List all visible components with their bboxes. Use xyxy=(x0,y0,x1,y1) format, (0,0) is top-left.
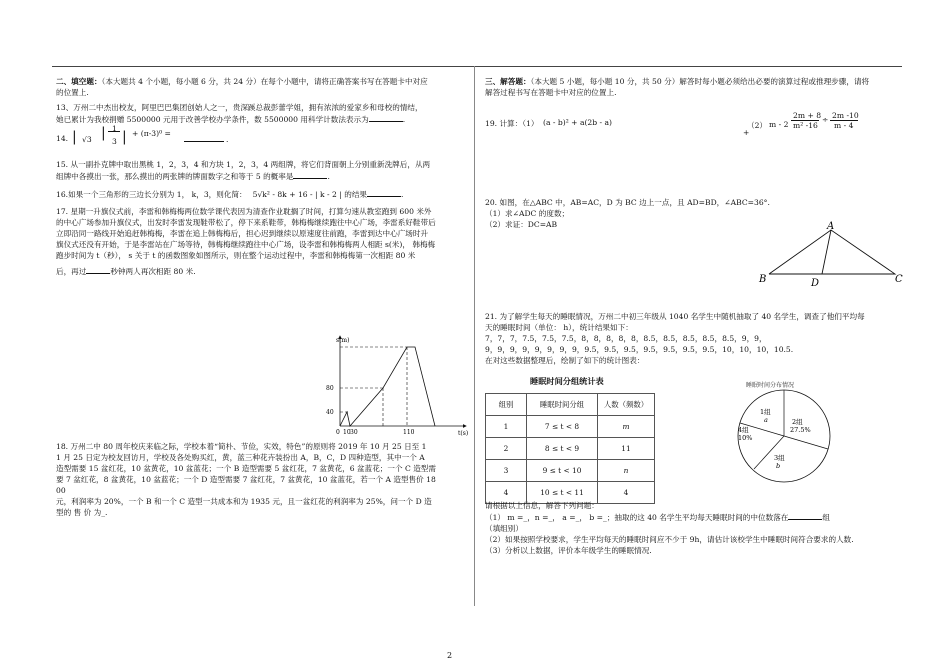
q19-frac1-top: 2m + 8 xyxy=(793,111,822,120)
top-rule xyxy=(52,66,902,67)
sleep-table-title: 睡眠时间分组统计表 xyxy=(530,376,604,386)
q21-line3: 在对这些数据整理后，绘制了如下的统计图表： xyxy=(485,356,645,365)
pie-label-g2: 2组 xyxy=(792,418,803,426)
pie-label-g1: 1组 xyxy=(760,408,771,416)
q17-line2: 的中心广场参加升旗仪式，出发时李雷发现鞋带松了，停下来系鞋带，韩梅梅继续跑往中心广场，李雷系好鞋带后 xyxy=(56,218,436,227)
q19-divide-sign: ÷ xyxy=(822,115,829,124)
q19-expr2-left: m - 2 xyxy=(769,120,789,129)
q21-line2: 天的睡眠时间（单位： h），统计结果如下： xyxy=(485,323,633,332)
q17-line6b: 秒钟两人再次相距 80 米. xyxy=(110,267,196,276)
q18 xyxy=(56,441,470,518)
solve-section-desc: （本大题 5 小题，每小题 10 分，共 50 分）解答时每小题必须给出必要的演算过程或推理步骤，请将 xyxy=(530,77,870,86)
q18-line2: 1 月 25 日定为校友回访月，学校及各处购买红，黄，蓝三种花卉装扮出 A，B，C，D 四种造型，其中一个 A xyxy=(56,453,425,462)
q21-data-line2: 9，9，9，9，9，9，9，9，9.5，9.5，9.5，9.5，9.5，9.5，9.5，10，10，10，10.5. xyxy=(485,345,794,354)
q17-line6: 后，再过 xyxy=(56,267,87,276)
pie-title: 睡眠时间分布情况 xyxy=(746,382,795,389)
q20-line2: （1）求∠ADC 的度数； xyxy=(485,209,570,218)
q14-frac-line xyxy=(108,131,120,132)
graph-x-tick-110: 110 xyxy=(403,429,415,436)
q13-line2: 她已累计为我校捐赠 5500000 元用于改善学校办学条件，数 5500000 用科学计数法表示为 xyxy=(56,115,369,124)
q14-number: 14. xyxy=(56,134,69,143)
graph-x-tick-0: 0 xyxy=(336,429,340,436)
table-cell: 9 ≤ t < 10 xyxy=(527,460,598,482)
solve-section-desc-2: 解答过程书写在答题卡中对应的位置上. xyxy=(485,88,617,97)
q21-questions xyxy=(485,500,903,556)
q18-line7: 型的 售 价 为_. xyxy=(56,508,108,517)
q21-part2: （2）如果按照学校要求，学生平均每天的睡眠时间应不少于 9h，请估计该校学生中睡眠时间符合要求的人数. xyxy=(485,535,854,544)
q17-line3: 立即沿同一路线开始追赶韩梅梅，李雷在追上韩梅梅后，担心迟到继续以原速度往前跑，李雷到达中心广场时升 xyxy=(56,229,429,238)
q18-line1: 18. 万州二中 80 周年校庆来临之际，学校本着“简朴、节俭，实效，特色”的原则将 2019 年 10 月 25 日至 1 xyxy=(56,442,427,451)
q14-abs-bar-mid: | xyxy=(101,125,106,141)
table-header-row xyxy=(486,394,655,416)
q17-line5: 跑步时间为 t（秒）， s 关于 t 的函数图象如图所示，则在整个运动过程中，李雷和韩梅梅第一次相距 80 米 xyxy=(56,251,416,260)
table-cell: 3 xyxy=(486,460,527,482)
q19 xyxy=(485,110,903,146)
table-cell: 8 ≤ t < 9 xyxy=(527,438,598,460)
q17-line1: 17. 星期一升旗仪式前，李雷和韩梅梅两位数学课代表因为清查作业耽搁了时间，打算匀速从教室跑到 600 米外 xyxy=(56,207,432,216)
table-cell: 4 xyxy=(598,482,655,504)
fill-blank-section-desc-2: 的位置上. xyxy=(56,88,89,97)
right-column xyxy=(485,72,903,98)
table-row xyxy=(486,438,655,460)
q13-answer-blank xyxy=(369,113,403,122)
q21-answer-blank xyxy=(788,511,822,520)
q21-data-line1: 7，7，7，7.5，7.5，7.5，8，8，8，8，8，8.5，8.5，8.5，8.5，8.5，9，9， xyxy=(485,334,767,343)
pie-label-g3: 3组 xyxy=(774,454,785,462)
table-cell: 4 xyxy=(486,482,527,504)
page-number: 2 xyxy=(447,651,453,660)
q21-line1: 21. 为了解学生每天的睡眠情况，万州二中初三年级从 1040 名学生中随机抽取了 40 名学生，调查了他们平均每 xyxy=(485,312,865,321)
q14-frac-bot: 3 xyxy=(112,137,117,146)
pie-value-g1: a xyxy=(764,416,768,424)
graph-x-tick-10: 10 xyxy=(343,429,351,436)
pie-label-g4: 4组 xyxy=(738,426,749,434)
table-cell: m xyxy=(598,416,655,438)
table-header-cell: 人数（频数） xyxy=(598,394,655,416)
table-cell: 10 ≤ t < 11 xyxy=(527,482,598,504)
segment-ad xyxy=(822,230,831,274)
q17-line4: 旗仪式还没有开始，于是李雷站在广场等待，韩梅梅继续跑往中心广场，设李雷和韩梅梅两人相距 s(米)， 韩梅梅 xyxy=(56,240,436,249)
q18-line3: 造型需要 15 盆红花，10 盆黄花，10 盆蓝花；一个 B 造型需要 5 盆红花，7 盆黄花，6 盆蓝花；一个 C 造型需 xyxy=(56,464,436,473)
q14-answer-blank xyxy=(184,133,224,142)
q14-period: . xyxy=(226,135,229,144)
q18-line4: 要 7 盆红花，8 盆黄花，10 盆蓝花；一个 D 造型需要 7 盆红花，7 盆黄花，10 盆蓝花，若一个 A 造型售价 18 xyxy=(56,475,436,484)
q20-line3: （2）求证：DC=AB xyxy=(485,220,558,229)
table-header-cell: 睡眠时间分组 xyxy=(527,394,598,416)
q15-answer-blank xyxy=(293,170,327,179)
q16-text: 16.如果一个三角形的三边长分别为 1， k，3，则化简： xyxy=(56,190,247,199)
fill-blank-section-desc: （本大题共 4 个小题，每小题 6 分，共 24 分）在每个小题中，请将正确答案书写在答题卡中对应 xyxy=(101,77,428,86)
pie-value-g4: 10% xyxy=(738,434,753,442)
table-cell: 2 xyxy=(486,438,527,460)
q14-root: √3 xyxy=(82,135,92,144)
q14 xyxy=(56,125,470,151)
table-row xyxy=(486,416,655,438)
q19-part2: （2） xyxy=(747,121,768,130)
q14-abs-bar-left: | xyxy=(72,129,77,145)
graph-x-label: t(s) xyxy=(458,430,469,437)
table-cell: 11 xyxy=(598,438,655,460)
table-row xyxy=(486,460,655,482)
q19-label: 19. 计算：（1） xyxy=(485,119,539,128)
triangle-abc xyxy=(769,230,895,274)
q17-distance-time-graph xyxy=(320,328,470,440)
q21-part1: （1） m =_，n =_， a =_， b =_；抽取的这 40 名学生平均每天睡眠时间的中位数落在 xyxy=(485,513,789,522)
q18-line6: 元，利润率为 20%，一个 B 和一个 C 造型一共成本和为 1935 元，且一盆红花的利润率为 25%，问一个 D 造 xyxy=(56,497,432,506)
vertex-b-label: B xyxy=(759,274,767,285)
q18-line5: 00 xyxy=(56,486,66,495)
q20-triangle-figure xyxy=(755,218,905,292)
graph-y-tick-80: 80 xyxy=(326,385,334,392)
q14-abs-bar-right: | xyxy=(122,129,127,145)
pie-value-g2: 27.5% xyxy=(790,426,811,434)
table-cell: n xyxy=(598,460,655,482)
q21-part3: （3）分析以上数据，评价本年级学生的睡眠情况. xyxy=(485,546,652,555)
q19-expr1: (a - b)² + a(2b - a) xyxy=(543,118,613,127)
q14-expr: + (π-3)⁰ = xyxy=(132,129,171,138)
left-column: 二、填空题：（本大题共 4 个小题，每小题 6 分，共 24 分）在每个小题中，请将正确答案书写在答题卡中对应 的位置上. 13、万州二中杰出校友，阿里巴巴集团创始人之一，贵深蹊总裁彭蕾学姐，拥有浓浓的爱家乡和母校的情结， 她已累计为我校捐赠 5500000 元用于改善学校办学条件，数 5500000 用科学计数法表示为 . 14. | √3 | 1 3 | + (π-3)⁰ = . 15. 从一副扑克牌中取出黑桃 1，2，3，4 和方块 1，2，3，4 两组牌，将它们背面朝上分别重新洗牌后，从两 组牌中各摸出一张，那么摸出的两张牌的牌面数字之和等于 5 的概率是 . 16.如果一个三角形的三边长分别为 1， k，3，则化简： 5√k² - 8k + 16 - | k - 2 | 的结果 . 17. 星期一升旗仪式前，李雷和韩梅梅两位数学课代表因为清查作业耽搁了时间，打算匀速从教室跑到 600 米外 的中心广场参加升旗仪式，出发时李雷发现鞋带松了，停下来系鞋带，韩梅梅继续跑往中心广场，李雷系好鞋带后 立即沿同一路线开始追赶韩梅梅，李雷在追上韩梅梅后，担心迟到继续以原速度往前跑，李雷到达中心广场时升 旗仪式还没有开始，于是李雷站在广场等待，韩梅梅继续跑往中心广场，设李雷和韩梅梅两人相距 s(米)， 韩梅梅 跑步时间为 t（秒）， s 关于 t 的函数图象如图所示，则在整个运动过程中，李雷和韩梅梅第一次相距 80 米 后，再过 秒钟两人再次相距 80 米. xyxy=(56,72,470,277)
q19-frac2-bot: m - 4 xyxy=(834,121,854,130)
q21-part1-suffix: 组 xyxy=(822,513,830,522)
sleep-pie-chart xyxy=(724,378,854,490)
q19-plus-mark: + xyxy=(743,128,750,137)
q15-line2: 组牌中各摸出一张，那么摸出的两张牌的牌面数字之和等于 5 的概率是 xyxy=(56,172,294,181)
pie-value-g3: b xyxy=(776,462,781,470)
graph-x-tick-30: 30 xyxy=(350,429,358,436)
fill-blank-section-title: 二、填空题： xyxy=(56,77,102,86)
sleep-group-table xyxy=(485,393,655,504)
q15-line1: 15. 从一副扑克牌中取出黑桃 1，2，3，4 和方块 1，2，3，4 两组牌，将它们背面朝上分别重新洗牌后，从两 xyxy=(56,160,431,169)
q21 xyxy=(485,311,903,366)
q17-answer-blank xyxy=(86,265,110,274)
q21-instructions: 请根据以上信息，解答下列问题： xyxy=(485,501,599,510)
q16-text-b: 的结果 xyxy=(344,190,368,199)
vertex-a-label: A xyxy=(827,221,835,232)
vertex-d-label: D xyxy=(811,278,820,289)
table-header-cell: 组别 xyxy=(486,394,527,416)
solve-section-title: 三、解答题： xyxy=(485,77,531,86)
q19-frac2-top: 2m -10 xyxy=(832,111,859,120)
q13-line1: 13、万州二中杰出校友，阿里巴巴集团创始人之一，贵深蹊总裁彭蕾学姐，拥有浓浓的爱家乡和母校的情结， xyxy=(56,103,423,112)
vertex-c-label: C xyxy=(895,274,903,285)
graph-y-tick-40: 40 xyxy=(326,409,334,416)
graph-curve xyxy=(340,347,435,426)
q20-line1: 20. 如图，在△ABC 中，AB=AC，D 为 BC 边上一点，且 AD=BD，∠ABC=36°. xyxy=(485,198,770,207)
table-cell: 1 xyxy=(486,416,527,438)
table-cell: 7 ≤ t < 8 xyxy=(527,416,598,438)
q14-frac-top: 1 xyxy=(112,124,117,133)
column-divider xyxy=(474,66,475,606)
q21-part1-note: （填组别） xyxy=(485,524,523,533)
q19-frac1-bot: m² -16 xyxy=(793,121,818,130)
q16-expression: 5√k² - 8k + 16 - | k - 2 | xyxy=(252,190,342,199)
q16-answer-blank xyxy=(367,188,401,197)
graph-y-label: s(m) xyxy=(336,337,350,344)
